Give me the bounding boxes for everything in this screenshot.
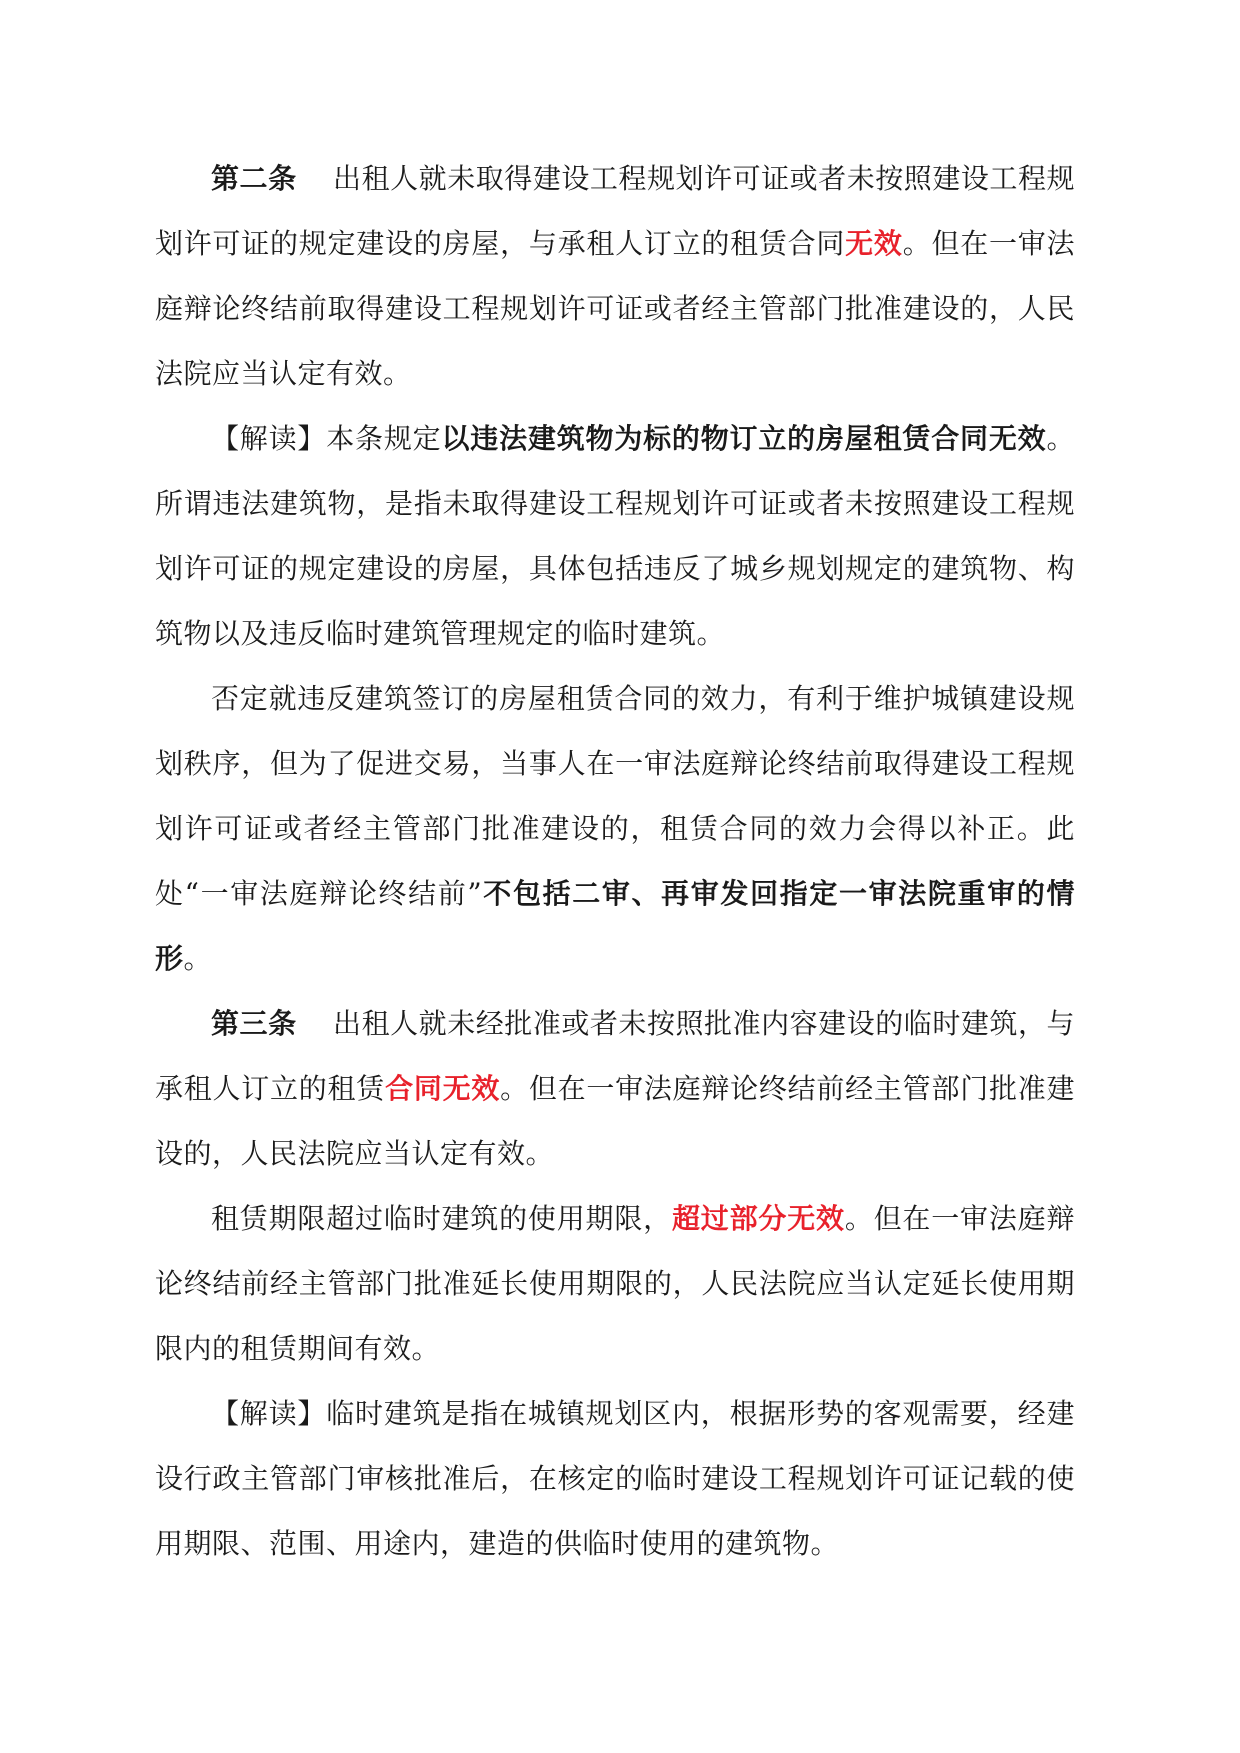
negation-bold: 不包括二审、再审发回指定一审法院重审的情形 — [155, 877, 1075, 975]
lease-term-paragraph — [155, 1186, 1075, 1381]
interpretation-1-text-tail: 。所谓违法建筑物，是指未取得建设工程规划许可证或者未按照建设工程规划许可证的规定建设的房屋，具体包括违反了城乡规划规定的建筑物、构筑物以及违反临时建筑管理规定的临时建筑。 — [155, 422, 1075, 650]
article-3-text: 出租人就未经批准或者未按照批准内容建设的临时建筑，与承租人订立的租赁 — [155, 1007, 1075, 1105]
article-2-text-tail: 。但在一审法庭辩论终结前取得建设工程规划许可证或者经主管部门批准建设的，人民法院应当认定有效。 — [155, 227, 1075, 390]
interpretation-1-paragraph — [155, 406, 1075, 666]
interpretation-2-paragraph — [155, 1381, 1075, 1576]
lease-term-highlight: 超过部分无效 — [671, 1202, 845, 1235]
article-2-highlight: 无效 — [845, 227, 903, 260]
interpretation-2-text: 临时建筑是指在城镇规划区内，根据形势的客观需要，经建设行政主管部门审核批准后，在核定的临时建设工程规划许可证记载的使用期限、范围、用途内，建造的供临时使用的建筑物。 — [155, 1397, 1075, 1560]
negation-text-tail: 。 — [183, 942, 213, 975]
interpretation-1-text: 本条规定 — [326, 422, 442, 455]
article-3-text-tail: 。但在一审法庭辩论终结前经主管部门批准建设的，人民法院应当认定有效。 — [155, 1072, 1075, 1170]
article-2-label: 第二条 — [211, 162, 297, 195]
article-3-label: 第三条 — [211, 1007, 297, 1040]
document-body — [155, 146, 1075, 1576]
interpretation-1-bold: 以违法建筑物为标的物订立的房屋租赁合同无效 — [441, 422, 1047, 455]
lease-term-text-tail: 。但在一审法庭辩论终结前经主管部门批准延长使用期限的，人民法院应当认定延长使用期限内的租赁期间有效。 — [155, 1202, 1075, 1365]
lease-term-text: 租赁期限超过临时建筑的使用期限， — [211, 1202, 672, 1235]
negation-paragraph — [155, 666, 1075, 991]
interpretation-1-label: 【解读】 — [211, 422, 327, 455]
negation-text: 否定就违反建筑签订的房屋租赁合同的效力，有利于维护城镇建设规划秩序，但为了促进交易，当事人在一审法庭辩论终结前取得建设工程规划许可证或者经主管部门批准建设的，租赁合同的效力会得以补正。此处“一审法庭辩论终结前” — [155, 682, 1075, 910]
article-2-text: 出租人就未取得建设工程规划许可证或者未按照建设工程规划许可证的规定建设的房屋，与承租人订立的租赁合同 — [155, 162, 1075, 260]
article-2-paragraph — [155, 146, 1075, 406]
interpretation-2-label: 【解读】 — [211, 1397, 327, 1430]
article-3-highlight: 合同无效 — [385, 1072, 501, 1105]
article-3-paragraph — [155, 991, 1075, 1186]
